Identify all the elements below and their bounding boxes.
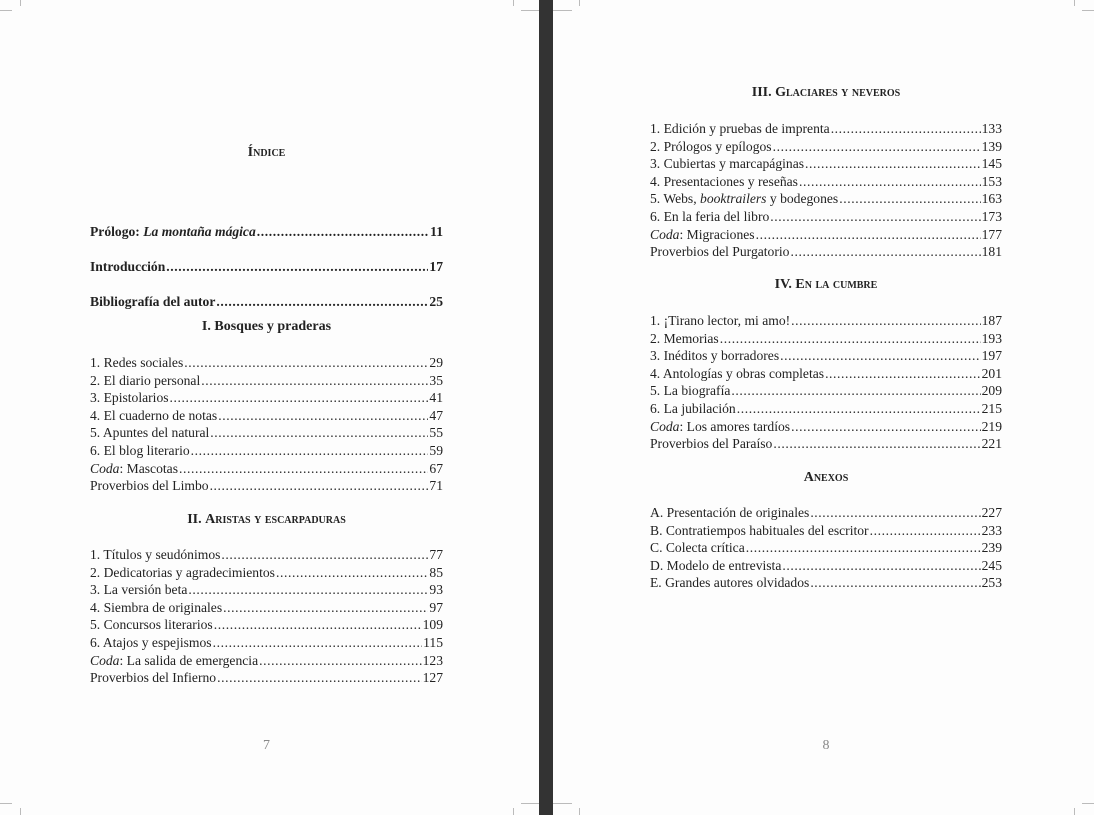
- dot-leader: [256, 214, 429, 249]
- entry-page-number: 201: [981, 365, 1002, 381]
- crop-mark: [20, 0, 21, 6]
- entry-page-number: 41: [429, 390, 443, 406]
- entry-title: [650, 574, 809, 592]
- entry-page-number: 25: [429, 294, 443, 309]
- section-title: En la cumbre: [795, 277, 878, 292]
- entry-text: 2. El diario personal: [90, 372, 201, 388]
- section-number: III.: [751, 85, 772, 100]
- crop-mark: [521, 10, 539, 11]
- toc-entry[interactable]: [650, 504, 1002, 522]
- crop-mark: [553, 10, 572, 11]
- toc-entry[interactable]: [90, 424, 443, 442]
- section-list: [650, 120, 1002, 261]
- entry-text: 5. Apuntes del natural: [90, 425, 210, 441]
- entry-title: [90, 477, 209, 495]
- toc-entry[interactable]: [90, 389, 443, 407]
- dot-leader: [809, 504, 980, 522]
- entry-title: [90, 249, 165, 284]
- entry-title: [90, 354, 183, 372]
- entry-page-number: 139: [981, 138, 1002, 154]
- toc-entry[interactable]: [90, 546, 443, 564]
- toc-entry[interactable]: [90, 284, 443, 319]
- crop-mark: [513, 0, 514, 6]
- entry-page-number: 71: [429, 478, 443, 494]
- entry-title: [650, 347, 779, 365]
- entry-italic: Coda: [90, 460, 120, 476]
- entry-text: 6. Atajos y espejismos: [90, 634, 212, 650]
- toc-entry[interactable]: [650, 173, 1002, 191]
- dot-leader: [275, 564, 428, 582]
- entry-italic: booktrailers: [700, 191, 767, 207]
- dot-leader: [869, 522, 981, 540]
- entry-title: [650, 418, 790, 436]
- entry-page-number: 239: [981, 540, 1002, 556]
- entry-text: 6. En la feria del libro: [650, 208, 770, 224]
- dot-leader: [258, 652, 422, 670]
- entry-text: 1. ¡Tirano lector, mi amo!: [650, 313, 791, 328]
- section-heading: Anexos: [803, 470, 849, 485]
- crop-mark: [0, 803, 12, 804]
- entry-title: [650, 312, 790, 330]
- dot-leader: [217, 407, 428, 425]
- entry-page-number: 127: [422, 670, 443, 686]
- entry-page-number: 221: [981, 436, 1002, 452]
- section-heading: [90, 512, 443, 528]
- section-list: [650, 504, 1002, 592]
- entry-page-number: 215: [981, 400, 1002, 416]
- entry-text: Prólogo:: [90, 224, 144, 239]
- entry-title: [90, 284, 215, 319]
- dot-leader: [220, 546, 428, 564]
- entry-title: [650, 504, 809, 522]
- entry-title: [650, 557, 781, 575]
- entry-page-number: 163: [981, 191, 1002, 207]
- entry-page-number: 55: [429, 425, 443, 441]
- dot-leader: [745, 539, 981, 557]
- dot-leader: [824, 365, 981, 383]
- section-number: II.: [187, 512, 202, 527]
- dot-leader: [772, 435, 980, 453]
- crop-mark: [0, 10, 12, 11]
- crop-mark: [20, 808, 21, 815]
- section-list: [90, 546, 443, 687]
- left-page: [90, 0, 443, 815]
- dot-leader: [781, 557, 980, 575]
- toc-entry[interactable]: [650, 574, 1002, 592]
- entry-text: E. Grandes autores olvidados: [650, 575, 810, 591]
- toc-entry[interactable]: [90, 372, 443, 390]
- toc-entry[interactable]: [650, 120, 1002, 138]
- section-heading: [650, 277, 1002, 293]
- entry-title: [650, 400, 736, 418]
- entry-text: Proverbios del Infierno: [90, 670, 217, 686]
- entry-page-number: 245: [981, 557, 1002, 573]
- toc-entry[interactable]: [650, 190, 1002, 208]
- entry-title: [90, 546, 220, 564]
- entry-page-number: 67: [429, 460, 443, 476]
- dot-leader: [222, 599, 428, 617]
- entry-text: 4. Presentaciones y reseñas: [650, 173, 798, 189]
- entry-title: [650, 173, 798, 191]
- toc-entry[interactable]: [650, 347, 1002, 365]
- toc-entry[interactable]: [650, 522, 1002, 540]
- dot-leader: [200, 372, 428, 390]
- entry-text: 1. Edición y pruebas de imprenta: [650, 121, 830, 136]
- entry-title: [650, 208, 769, 226]
- dot-leader: [209, 477, 429, 495]
- dot-leader: [789, 243, 980, 261]
- entry-text: 3. Cubiertas y marcapáginas: [650, 156, 805, 172]
- toc-entry[interactable]: [90, 214, 443, 249]
- entry-title: [90, 389, 169, 407]
- entry-italic: La montaña mágica: [143, 224, 256, 239]
- dot-leader: [790, 418, 981, 436]
- entry-page-number: 219: [981, 418, 1002, 434]
- section-heading: I. Bosques y praderas: [201, 319, 332, 334]
- dot-leader: [216, 669, 422, 687]
- toc-entry[interactable]: [650, 400, 1002, 418]
- page-number: 7: [263, 738, 270, 753]
- toc-entry[interactable]: [90, 652, 443, 670]
- entry-text: 3. Inéditos y borradores: [650, 348, 780, 364]
- entry-page-number: 11: [430, 224, 443, 239]
- entry-text: 6. La jubilación: [650, 400, 736, 416]
- entry-title: [90, 634, 212, 652]
- toc-entry[interactable]: [650, 365, 1002, 383]
- toc-entry[interactable]: [90, 460, 443, 478]
- entry-title: [90, 669, 216, 687]
- entry-page-number: 227: [981, 505, 1002, 520]
- dot-leader: [779, 347, 981, 365]
- entry-page-number: 77: [429, 547, 443, 562]
- entry-text: 4. Antologías y obras completas: [650, 365, 825, 381]
- dot-leader: [730, 382, 980, 400]
- entry-text: 5. Concursos literarios: [90, 617, 213, 633]
- entry-page-number: 173: [981, 208, 1002, 224]
- entry-title: [90, 460, 178, 478]
- entry-text: Introducción: [90, 259, 166, 274]
- dot-leader: [178, 460, 428, 478]
- toc-entry[interactable]: [650, 226, 1002, 244]
- entry-title: [90, 442, 190, 460]
- page-number: 8: [822, 738, 830, 753]
- entry-text: B. Contratiempos habituales del escritor: [650, 522, 869, 538]
- dot-leader: [769, 208, 980, 226]
- entry-text: C. Colecta crítica: [650, 540, 745, 556]
- dot-leader: [830, 120, 981, 138]
- dot-leader: [736, 400, 981, 418]
- toc-entry[interactable]: [650, 208, 1002, 226]
- toc-entry[interactable]: [650, 539, 1002, 557]
- entry-text: Bibliografía del autor: [90, 294, 216, 309]
- entry-page-number: 181: [981, 244, 1002, 260]
- entry-title: [650, 243, 789, 261]
- entry-text: Proverbios del Paraíso: [650, 436, 773, 452]
- entry-text: 3. La versión beta: [90, 582, 188, 598]
- entry-title: [90, 599, 222, 617]
- toc-entry[interactable]: [650, 330, 1002, 348]
- entry-page-number: 193: [981, 330, 1002, 346]
- toc-entry[interactable]: [90, 599, 443, 617]
- toc-entry[interactable]: [90, 634, 443, 652]
- toc-entry[interactable]: [90, 616, 443, 634]
- toc-entry[interactable]: [90, 442, 443, 460]
- crop-mark: [521, 803, 539, 804]
- entry-italic: Coda: [650, 226, 680, 242]
- entry-title: [650, 522, 869, 540]
- entry-text: : Mascotas: [119, 460, 178, 476]
- dot-leader: [212, 634, 423, 652]
- entry-page-number: 93: [429, 582, 443, 598]
- entry-page-number: 209: [981, 383, 1002, 399]
- section-list: [90, 354, 443, 495]
- toc-entry[interactable]: [650, 557, 1002, 575]
- entry-page-number: 85: [429, 564, 443, 580]
- crop-mark: [1082, 10, 1094, 11]
- entry-page-number: 187: [981, 313, 1002, 328]
- toc-entry[interactable]: [90, 249, 443, 284]
- entry-title: [650, 138, 772, 156]
- crop-mark: [553, 803, 572, 804]
- entry-text: 1. Redes sociales: [90, 355, 184, 370]
- crop-mark: [1074, 808, 1075, 815]
- toc-entry[interactable]: [90, 354, 443, 372]
- entry-title: [650, 226, 755, 244]
- toc-entry[interactable]: [650, 382, 1002, 400]
- entry-text: 4. El cuaderno de notas: [90, 407, 218, 423]
- entry-text: Proverbios del Limbo: [90, 478, 209, 494]
- dot-leader: [838, 190, 980, 208]
- toc-entry[interactable]: [90, 477, 443, 495]
- entry-text: D. Modelo de entrevista: [650, 557, 782, 573]
- entry-title: [650, 120, 830, 138]
- section-title: Glaciares y neveros: [775, 85, 901, 100]
- dot-leader: [165, 249, 428, 284]
- toc-entry[interactable]: [90, 669, 443, 687]
- entry-text: : La salida de emergencia: [119, 652, 259, 668]
- dot-leader: [772, 138, 981, 156]
- entry-page-number: 59: [429, 442, 443, 458]
- entry-title: [90, 564, 275, 582]
- entry-page-number: 17: [429, 259, 443, 274]
- entry-text: 2. Dedicatorias y agradecimientos: [90, 564, 275, 580]
- entry-title: [650, 382, 730, 400]
- book-spine: [539, 0, 553, 815]
- entry-title: [90, 407, 217, 425]
- dot-leader: [755, 226, 981, 244]
- entry-page-number: 177: [981, 226, 1002, 242]
- entry-page-number: 123: [422, 652, 443, 668]
- entry-text: 5. Webs,: [650, 191, 701, 207]
- entry-text: 1. Títulos y seudónimos: [90, 547, 221, 562]
- entry-page-number: 253: [981, 575, 1002, 591]
- toc-entry[interactable]: [650, 435, 1002, 453]
- entry-title: [650, 330, 719, 348]
- entry-text: 2. Prólogos y epílogos: [650, 138, 772, 154]
- crop-mark: [513, 808, 514, 815]
- entry-text: A. Presentación de originales: [650, 505, 810, 520]
- entry-title: [90, 214, 256, 249]
- entry-italic: Coda: [650, 418, 680, 434]
- crop-mark: [579, 808, 580, 815]
- entry-text: 2. Memorias: [650, 330, 719, 346]
- toc-entry[interactable]: [650, 312, 1002, 330]
- entry-text: 6. El blog literario: [90, 442, 190, 458]
- toc-entry[interactable]: [650, 418, 1002, 436]
- section-title: Aristas y escarpaduras: [205, 512, 346, 527]
- entry-title: [90, 424, 209, 442]
- entry-page-number: 197: [981, 348, 1002, 364]
- entry-text: : Los amores tardíos: [679, 418, 791, 434]
- entry-page-number: 133: [981, 121, 1002, 136]
- dot-leader: [190, 442, 429, 460]
- entry-text: 5. La biografía: [650, 383, 731, 399]
- entry-page-number: 29: [429, 355, 443, 370]
- entry-text: 4. Siembra de originales: [90, 599, 223, 615]
- dot-leader: [187, 581, 428, 599]
- right-page: [650, 0, 1002, 815]
- dot-leader: [798, 173, 981, 191]
- entry-text: Proverbios del Purgatorio: [650, 244, 790, 260]
- entry-page-number: 145: [981, 156, 1002, 172]
- dot-leader: [804, 155, 981, 173]
- entry-title: [650, 435, 772, 453]
- crop-mark: [1074, 0, 1075, 6]
- entry-page-number: 153: [981, 173, 1002, 189]
- section-heading: [650, 85, 1002, 101]
- entry-text: 3. Epistolarios: [90, 390, 169, 406]
- section-list: [650, 312, 1002, 453]
- entry-title: [650, 539, 745, 557]
- dot-leader: [183, 354, 428, 372]
- dot-leader: [213, 616, 422, 634]
- entry-italic: Coda: [90, 652, 120, 668]
- entry-page-number: 109: [422, 617, 443, 633]
- front-matter-list: [90, 214, 443, 319]
- entry-title: [90, 581, 187, 599]
- toc-entry[interactable]: [90, 407, 443, 425]
- dot-leader: [169, 389, 429, 407]
- dot-leader: [790, 312, 980, 330]
- crop-mark: [579, 0, 580, 6]
- toc-entry[interactable]: [650, 243, 1002, 261]
- entry-title: [90, 652, 258, 670]
- crop-mark: [1082, 803, 1094, 804]
- toc-entry[interactable]: [650, 138, 1002, 156]
- entry-page-number: 233: [981, 522, 1002, 538]
- index-title: Índice: [247, 145, 286, 160]
- toc-entry[interactable]: [650, 155, 1002, 173]
- dot-leader: [719, 330, 981, 348]
- toc-entry[interactable]: [90, 581, 443, 599]
- entry-page-number: 35: [429, 372, 443, 388]
- entry-page-number: 115: [423, 634, 443, 650]
- entry-title: [90, 372, 200, 390]
- entry-text: y bodegones: [766, 191, 839, 207]
- dot-leader: [809, 574, 980, 592]
- toc-entry[interactable]: [90, 564, 443, 582]
- dot-leader: [209, 424, 428, 442]
- entry-title: [650, 190, 838, 208]
- entry-text: : Migraciones: [679, 226, 755, 242]
- entry-page-number: 97: [429, 599, 443, 615]
- entry-page-number: 47: [429, 407, 443, 423]
- entry-title: [90, 616, 213, 634]
- section-number: IV.: [774, 277, 792, 292]
- entry-title: [650, 365, 824, 383]
- entry-title: [650, 155, 804, 173]
- dot-leader: [215, 284, 428, 319]
